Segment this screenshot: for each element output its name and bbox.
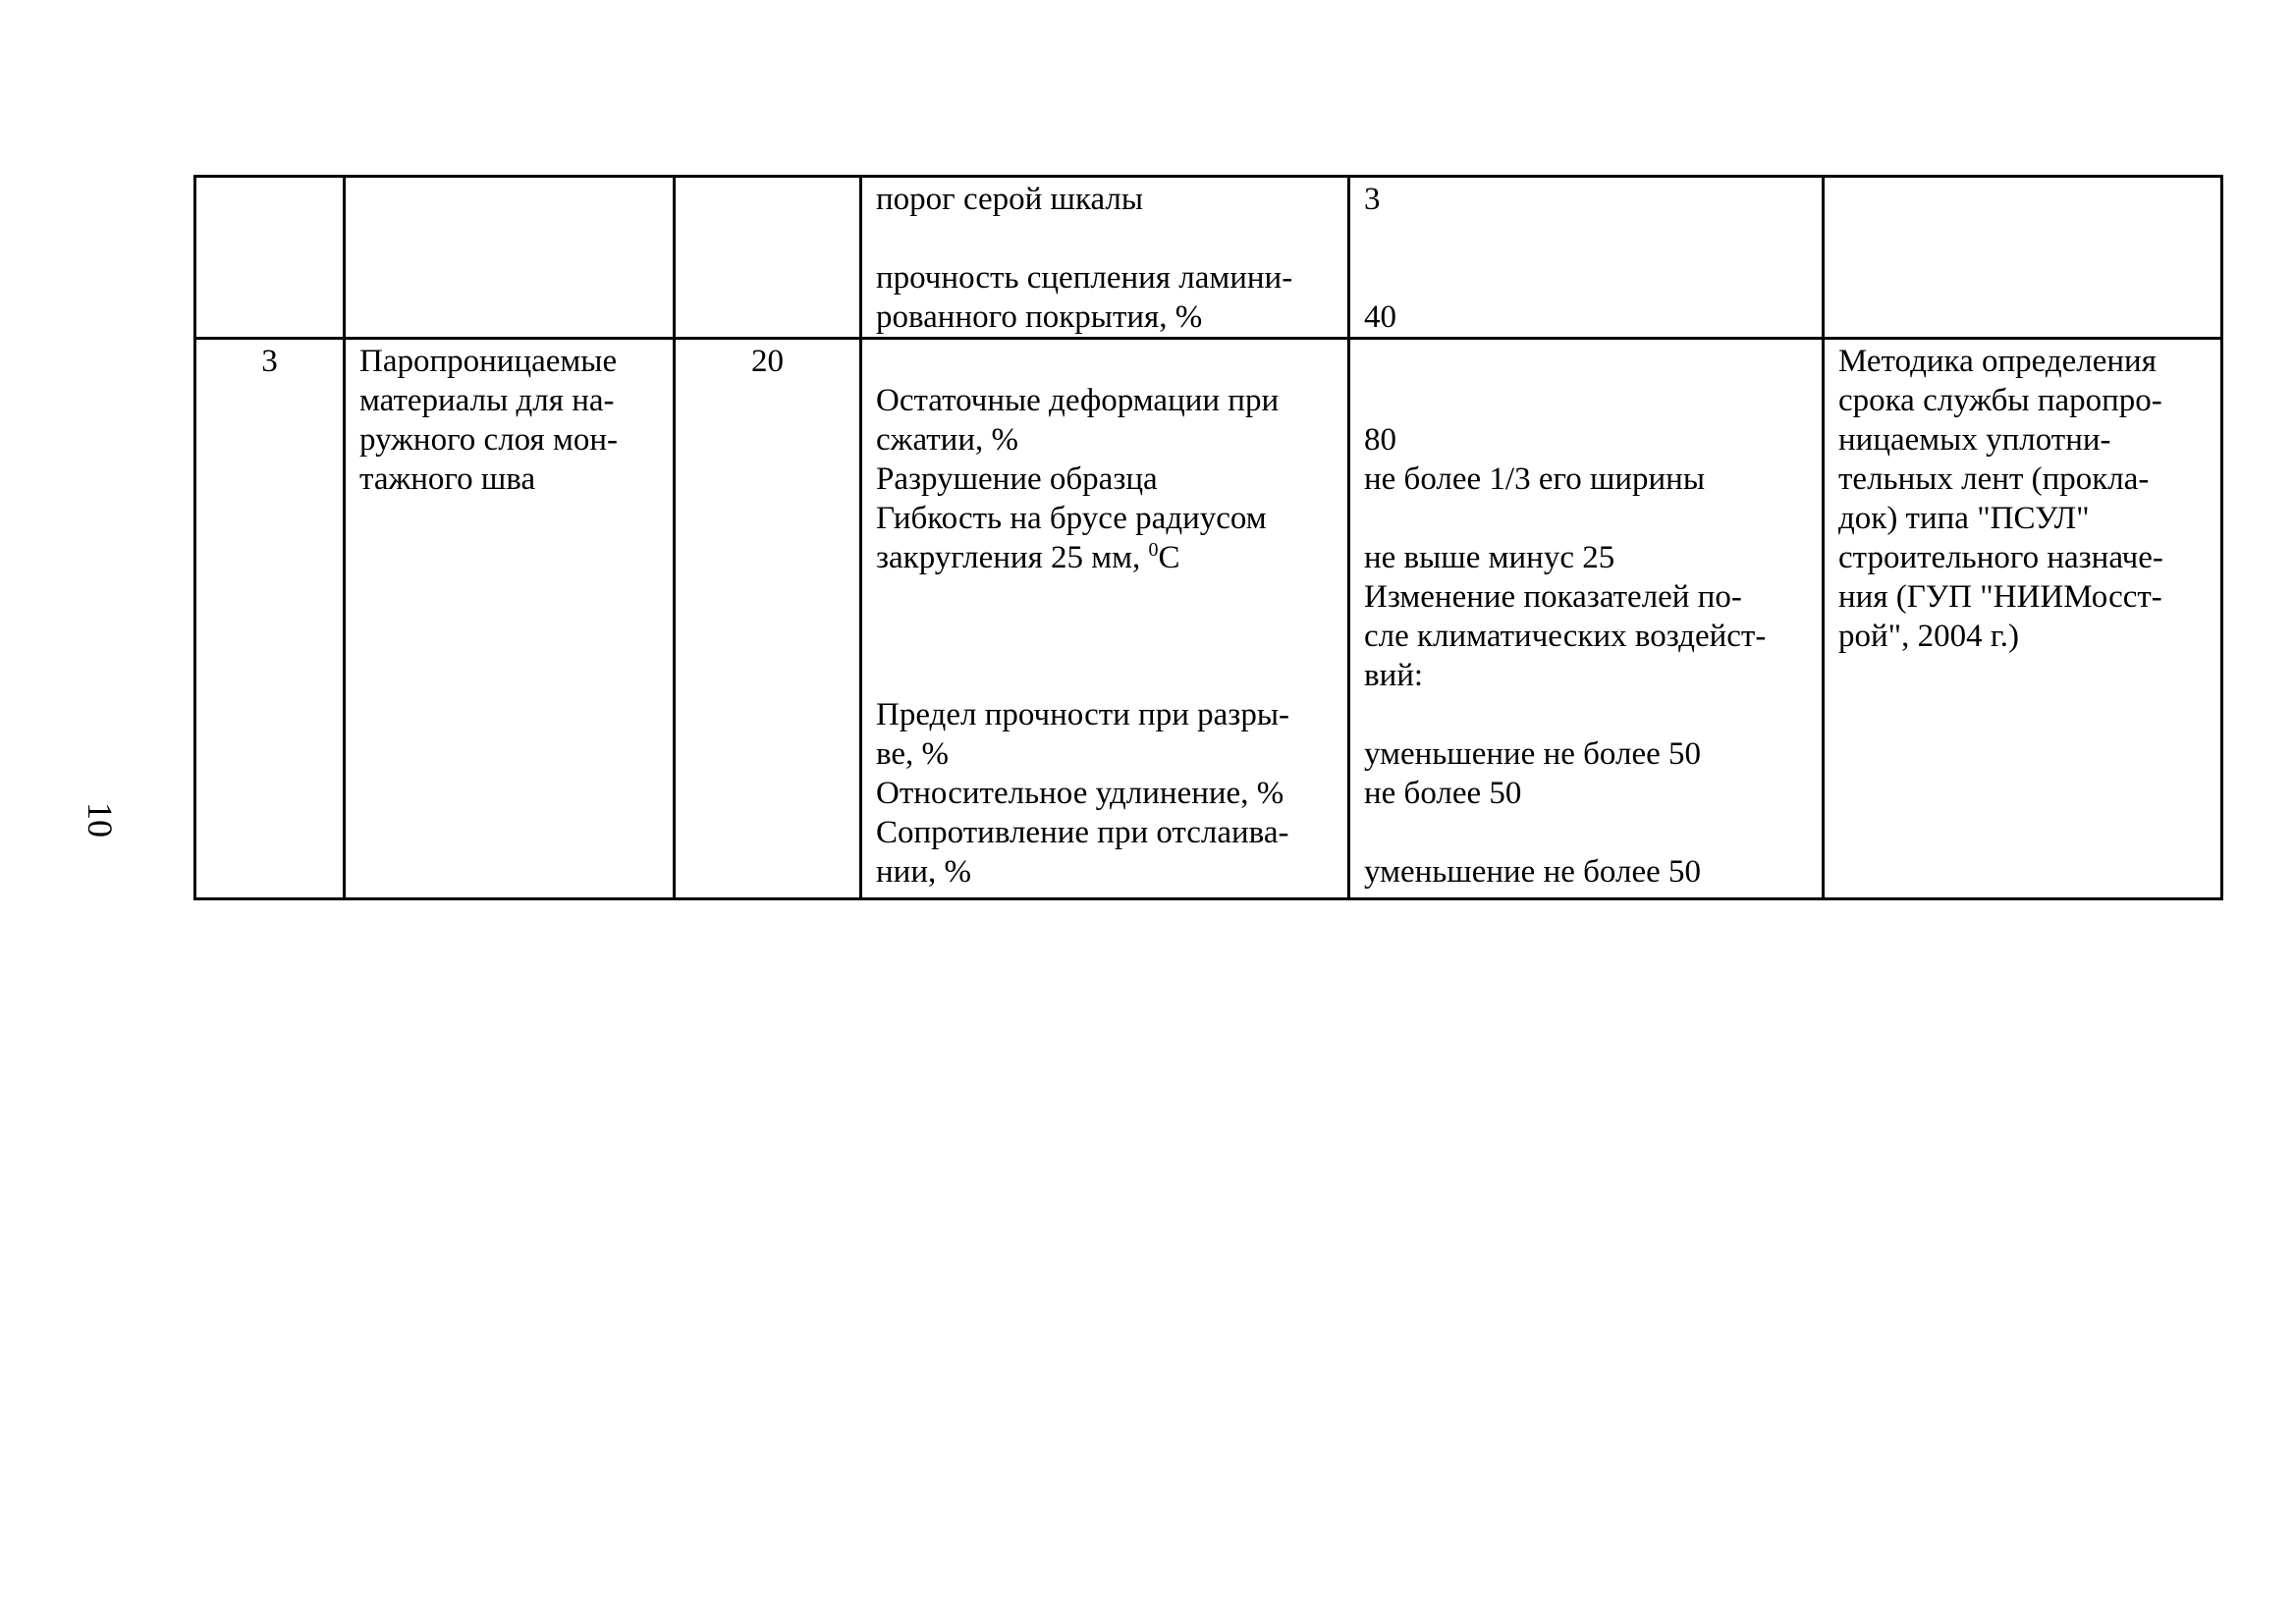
indicator-elongation: Относительное удлинение, % — [876, 776, 1284, 811]
indicator-lamination-line2: рованного покрытия, % — [876, 299, 1203, 335]
indicator-peel-line1: Сопротивление при отслаива- — [876, 815, 1289, 850]
material-cell — [345, 339, 675, 899]
method-line: док) типа "ПСУЛ" — [1838, 501, 2090, 536]
value-climate-line3: вий: — [1364, 658, 1424, 693]
value-lamination: 40 — [1364, 299, 1396, 335]
method-line: рой", 2004 г.) — [1838, 619, 2019, 654]
table-row — [195, 339, 2222, 899]
value-climate-line1: Изменение показателей по- — [1364, 579, 1742, 615]
method-line: тельных лент (прокла- — [1838, 461, 2150, 497]
row-number-cell: 3 — [195, 339, 345, 899]
method-line: срока службы паропро- — [1838, 383, 2162, 418]
value-climate-line2: сле климатических воздейст- — [1364, 619, 1767, 654]
indicators-cell — [861, 177, 1349, 339]
value-tensile: уменьшение не более 50 — [1364, 736, 1702, 772]
indicator-flexibility-line1: Гибкость на брусе радиусом — [876, 501, 1267, 536]
quantity-cell — [675, 177, 861, 339]
material-line: тажного шва — [359, 461, 536, 497]
method-line: Методика определения — [1838, 344, 2157, 379]
indicator-tensile-line2: ве, % — [876, 736, 950, 772]
method-cell — [1824, 339, 2222, 899]
indicator-tensile-line1: Предел прочности при разры- — [876, 697, 1289, 732]
method-line: ницаемых уплотни- — [1838, 422, 2111, 458]
value-flexibility: не выше минус 25 — [1364, 540, 1615, 575]
indicator-gray-scale: порог серой шкалы — [876, 182, 1144, 217]
value-residual: 80 — [1364, 422, 1396, 458]
value-peel: уменьшение не более 50 — [1364, 854, 1702, 890]
indicator-residual-line1: Остаточные деформации при — [876, 383, 1280, 418]
page-number: 10 — [81, 802, 120, 838]
value-destruction: не более 1/3 его ширины — [1364, 461, 1706, 497]
specification-table — [193, 175, 2223, 900]
quantity-cell: 20 — [675, 339, 861, 899]
indicators-cell — [861, 339, 1349, 899]
material-line: материалы для на- — [359, 383, 615, 418]
method-line: строительного назначе- — [1838, 540, 2163, 575]
indicator-flexibility-line2: закругления 25 мм, $^0$С — [876, 539, 1180, 575]
method-cell — [1824, 177, 2222, 339]
indicator-residual-line2: сжатии, % — [876, 422, 1018, 458]
values-cell — [1349, 339, 1824, 899]
row-number-cell — [195, 177, 345, 339]
values-cell — [1349, 177, 1824, 339]
material-line: ружного слоя мон- — [359, 422, 619, 458]
material-line: Паропроницаемые — [359, 344, 618, 379]
indicator-lamination-line1: прочность сцепления ламини- — [876, 260, 1293, 296]
indicator-peel-line2: нии, % — [876, 854, 971, 890]
material-cell — [345, 177, 675, 339]
value-elongation: не более 50 — [1364, 776, 1522, 811]
table-row — [195, 177, 2222, 339]
value-gray-scale: 3 — [1364, 182, 1381, 217]
indicator-destruction: Разрушение образца — [876, 461, 1158, 497]
method-line: ния (ГУП "НИИМосст- — [1838, 579, 2162, 615]
